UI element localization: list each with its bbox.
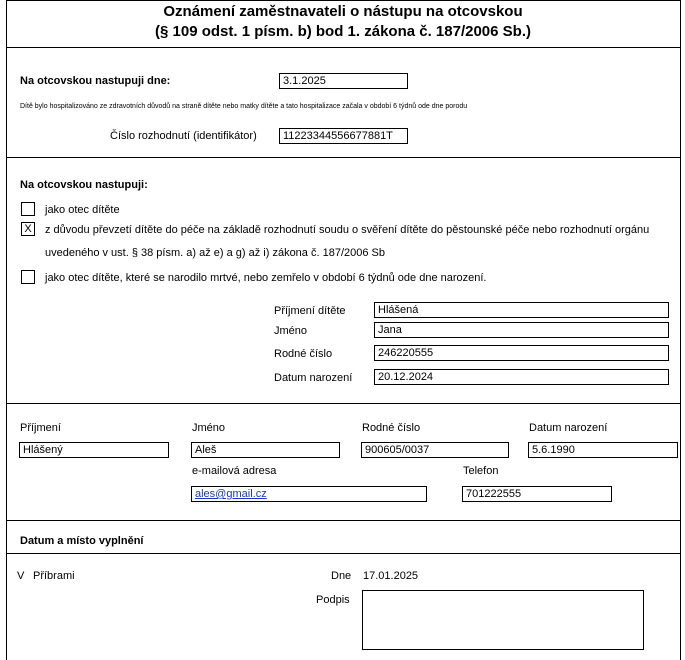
applicant-email-field[interactable]	[191, 486, 427, 502]
place-value[interactable]: Příbrami	[33, 570, 75, 582]
child-name-label: Jméno	[274, 325, 308, 337]
applicant-name-label: Jméno	[192, 422, 226, 434]
role-option-2-label: z důvodu převzetí dítěte do péče na základě rozhodnutí soudu o svěření dítěte do pěstounské péče nebo rozhodnutí orgánu	[45, 224, 650, 236]
role-option-2-checkbox[interactable]: X	[21, 222, 35, 236]
child-birthdate-label: Datum narození	[274, 372, 353, 384]
role-option-1-label: jako otec dítěte	[45, 204, 120, 216]
role-option-3-label: jako otec dítěte, které se narodilo mrtvé, nebo zemřelo v období 6 týdnů ode dne narození.	[45, 272, 487, 284]
applicant-birthno-label: Rodné číslo	[362, 422, 421, 434]
start-date-field[interactable]: 3.1.2025	[279, 73, 408, 89]
divider-role	[6, 403, 680, 404]
child-birthdate-field[interactable]: 20.12.2024	[374, 369, 669, 385]
top-border	[6, 0, 680, 1]
decision-label: Číslo rozhodnutí (identifikátor)	[110, 130, 257, 142]
applicant-surname-field[interactable]: Hlášený	[19, 442, 169, 458]
signature-heading: Datum a místo vyplnění	[20, 535, 144, 547]
applicant-name-field[interactable]: Aleš	[191, 442, 340, 458]
date-label: Dne	[331, 570, 352, 582]
signature-box[interactable]	[362, 590, 644, 650]
child-birthno-field[interactable]: 246220555	[374, 345, 669, 361]
date-value[interactable]: 17.01.2025	[363, 570, 419, 582]
start-date-label: Na otcovskou nastupuji dne:	[20, 75, 171, 87]
role-heading: Na otcovskou nastupuji:	[20, 179, 148, 191]
divider-applicant	[6, 520, 680, 521]
applicant-email-link[interactable]: ales@gmail.cz	[195, 488, 267, 500]
place-prefix: V	[17, 570, 25, 582]
child-birthno-label: Rodné číslo	[274, 348, 333, 360]
child-surname-label: Příjmení dítěte	[274, 305, 346, 317]
form-subtitle: (§ 109 odst. 1 písm. b) bod 1. zákona č. 187/2006 Sb.)	[155, 23, 531, 40]
divider-title	[6, 47, 680, 48]
divider-signature	[6, 553, 680, 554]
applicant-birthdate-field[interactable]: 5.6.1990	[528, 442, 678, 458]
child-name-field[interactable]: Jana	[374, 322, 669, 338]
hospital-note: Dítě bylo hospitalizováno ze zdravotních důvodů na straně dítěte nebo matky dítěte a tato hospitalizace začala v období 6 týdnů ode dne porodu	[20, 103, 468, 110]
child-surname-field[interactable]: Hlášená	[374, 302, 669, 318]
role-option-1-checkbox[interactable]	[21, 202, 35, 216]
form-title: Oznámení zaměstnavateli o nástupu na otcovskou	[163, 3, 523, 20]
divider-start	[6, 157, 680, 158]
applicant-email-label: e-mailová adresa	[192, 465, 277, 477]
signature-label: Podpis	[316, 594, 350, 606]
applicant-birthno-field[interactable]: 900605/0037	[361, 442, 509, 458]
applicant-phone-field[interactable]: 701222555	[462, 486, 612, 502]
applicant-phone-label: Telefon	[463, 465, 499, 477]
decision-field[interactable]: 11223344556677881T	[279, 128, 408, 144]
applicant-surname-label: Příjmení	[20, 422, 61, 434]
role-option-3-checkbox[interactable]	[21, 270, 35, 284]
applicant-birthdate-label: Datum narození	[529, 422, 608, 434]
role-option-2-label-line2: uvedeného v ust. § 38 písm. a) až e) a g) až i) zákona č. 187/2006 Sb	[45, 247, 385, 259]
